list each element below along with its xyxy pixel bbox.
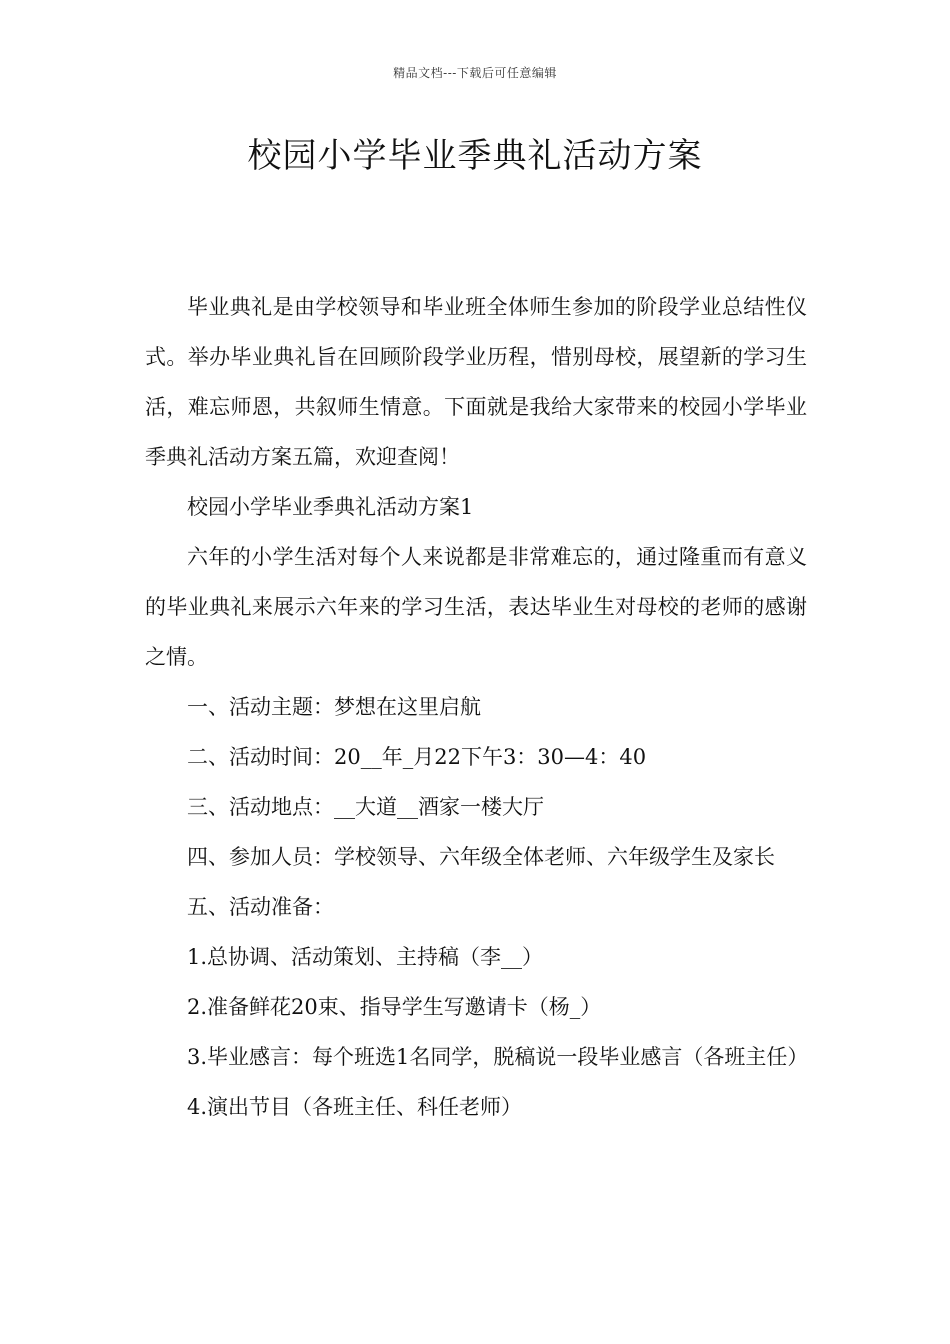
document-title: 校园小学毕业季典礼活动方案 [247,136,703,176]
intro-paragraph: 毕业典礼是由学校领导和毕业班全体师生参加的阶段学业总结性仪式。举办毕业典礼旨在回顾阶段学业历程，惜别母校，展望新的学习生活，难忘师恩，共叙师生情意。下面就是我给大家带来的校园小学毕业季典礼活动方案五篇，欢迎查阅！ [145,295,807,469]
prep-item-2: 2.准备鲜花20束、指导学生写邀请卡（杨_） [187,995,602,1019]
prep-item-1: 1.总协调、活动策划、主持稿（李__） [187,945,544,969]
document-body [145,282,807,1132]
section-heading: 校园小学毕业季典礼活动方案1 [187,495,474,519]
list-item-time: 二、活动时间：20__年_月22下午3：30—4：40 [187,745,647,769]
list-item-location: 三、活动地点：__大道__酒家一楼大厅 [187,795,544,819]
prep-item-3: 3.毕业感言：每个班选1名同学，脱稿说一段毕业感言（各班主任） [187,1045,809,1069]
list-item-theme: 一、活动主题：梦想在这里启航 [187,695,481,719]
list-item-preparation: 五、活动准备： [187,895,334,919]
list-item-participants: 四、参加人员：学校领导、六年级全体老师、六年级学生及家长 [187,845,775,869]
body-paragraph: 六年的小学生活对每个人来说都是非常难忘的，通过隆重而有意义的毕业典礼来展示六年来的学习生活，表达毕业生对母校的老师的感谢之情。 [145,545,807,669]
prep-item-4: 4.演出节目（各班主任、科任老师） [187,1095,523,1119]
page-header-note: 精品文档---下载后可任意编辑 [393,66,557,80]
